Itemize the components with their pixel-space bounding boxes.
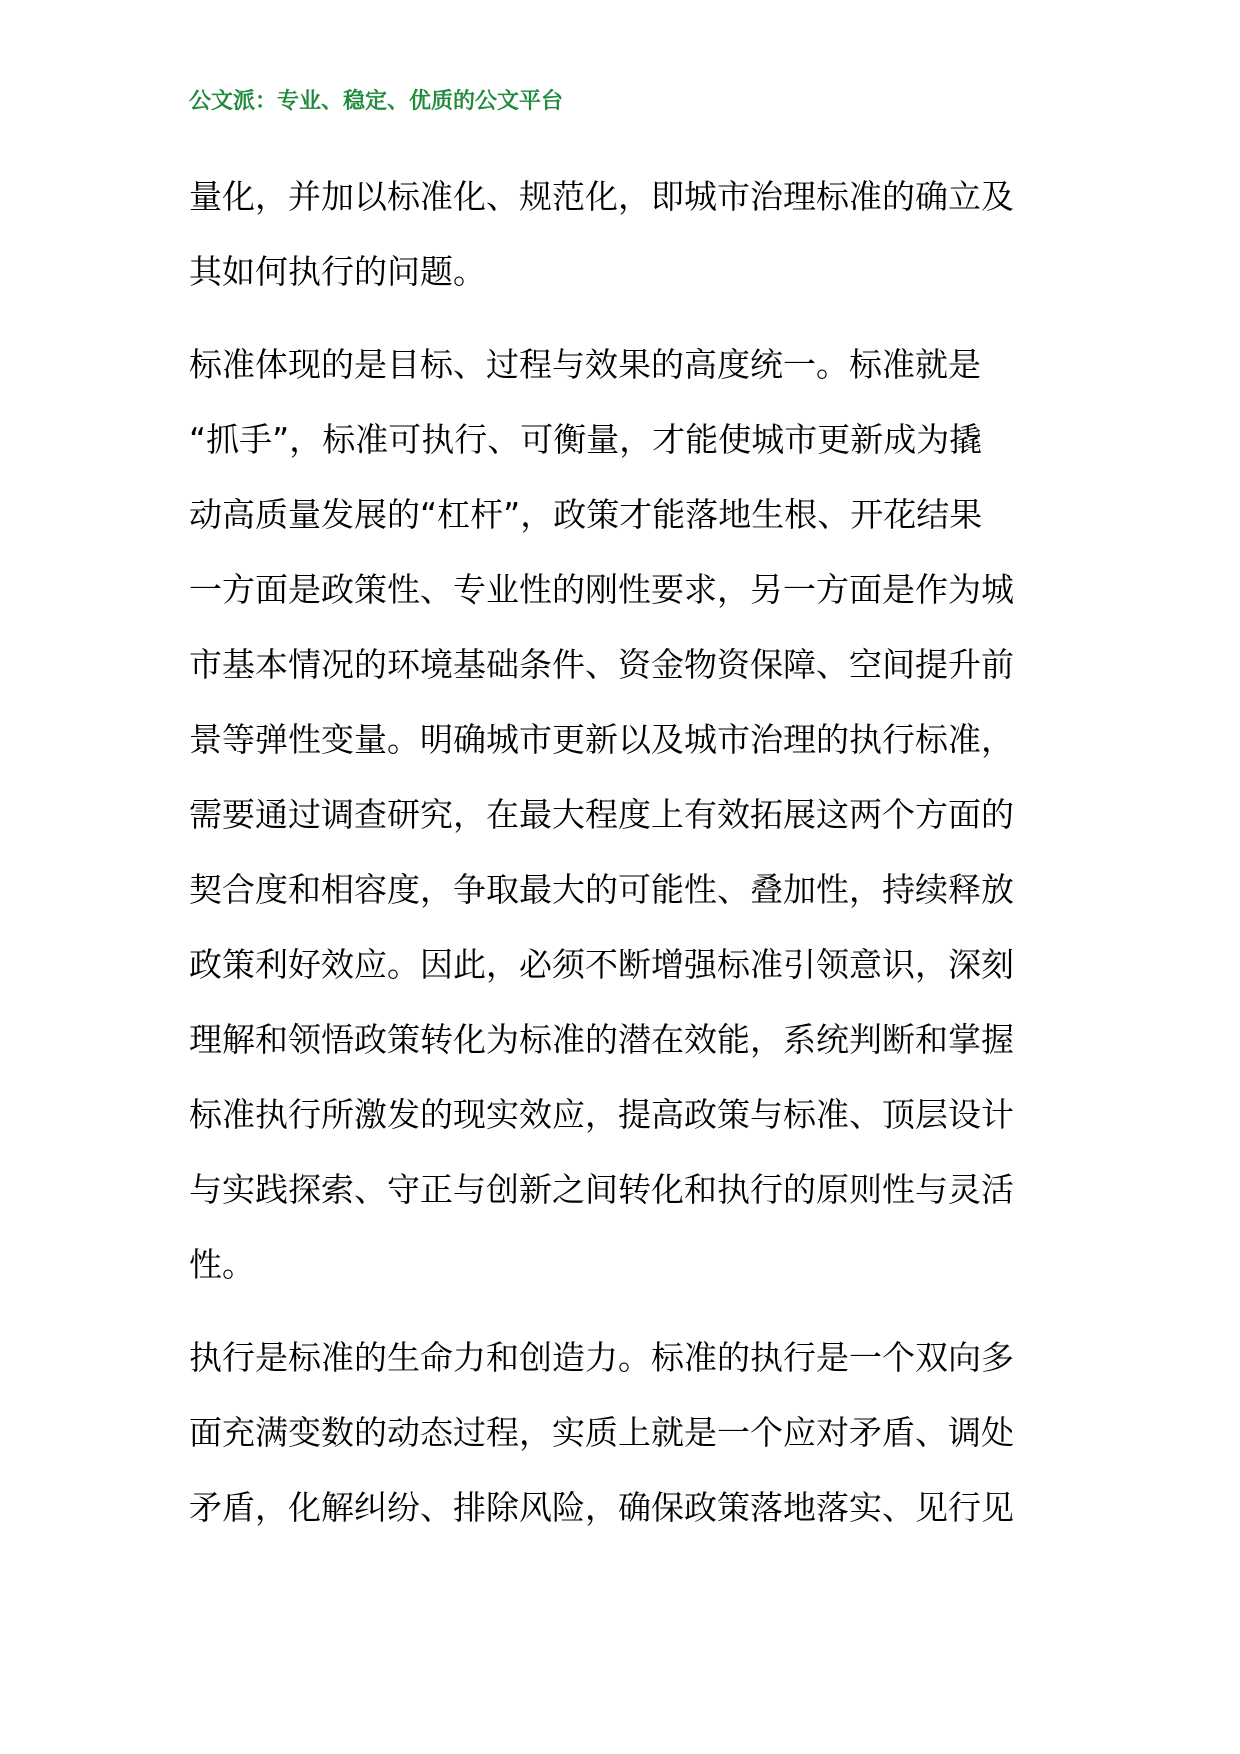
text-line: 一方面是政策性、专业性的刚性要求，另一方面是作为城 — [189, 570, 1014, 609]
text-line: 契合度和相容度，争取最大的可能性、叠加性，持续释放 — [189, 870, 1014, 909]
text-line: 标准体现的是目标、过程与效果的高度统一。标准就是 — [189, 345, 981, 384]
text-line: 景等弹性变量。明确城市更新以及城市治理的执行标准， — [189, 720, 1014, 759]
text-line: 执行是标准的生命力和创造力。标准的执行是一个双向多 — [189, 1338, 1014, 1377]
text-line: 市基本情况的环境基础条件、资金物资保障、空间提升前 — [189, 645, 1014, 684]
text-line: 面充满变数的动态过程，实质上就是一个应对矛盾、调处 — [189, 1413, 1014, 1452]
text-line: 其如何执行的问题。 — [189, 252, 486, 291]
text-line: 理解和领悟政策转化为标准的潜在效能，系统判断和掌握 — [189, 1020, 1014, 1059]
text-line: 标准执行所激发的现实效应，提高政策与标准、顶层设计 — [189, 1095, 1014, 1134]
text-line: 政策利好效应。因此，必须不断增强标准引领意识，深刻 — [189, 945, 1014, 984]
text-line: 矛盾，化解纠纷、排除风险，确保政策落地落实、见行见 — [189, 1488, 1014, 1527]
text-line: 量化，并加以标准化、规范化，即城市治理标准的确立及 — [189, 177, 1014, 216]
text-line: 与实践探索、守正与创新之间转化和执行的原则性与灵活 — [189, 1170, 1014, 1209]
paragraph-2 — [189, 327, 1059, 1302]
paragraph-3 — [189, 1320, 1059, 1545]
page-header: 公文派：专业、稳定、优质的公文平台 — [189, 89, 564, 114]
paragraph-1 — [189, 159, 1059, 309]
text-line: “抓手”，标准可执行、可衡量，才能使城市更新成为撬 — [189, 420, 983, 459]
text-line: 需要通过调查研究，在最大程度上有效拓展这两个方面的 — [189, 795, 1014, 834]
text-line: 性。 — [189, 1245, 255, 1284]
text-line: 动高质量发展的“杠杆”，政策才能落地生根、开花结果 — [189, 495, 983, 534]
